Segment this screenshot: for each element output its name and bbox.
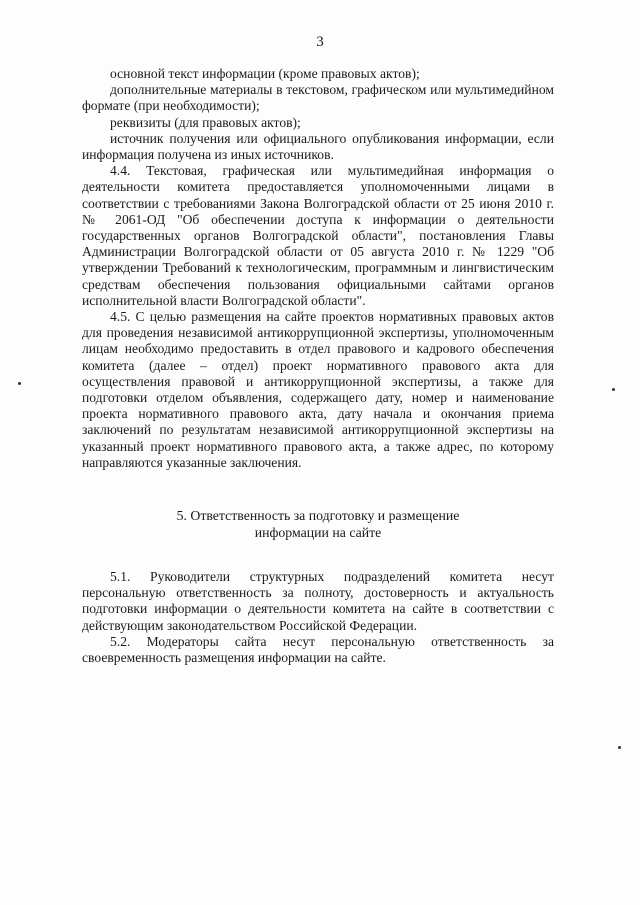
- section-5-heading-line-1: 5. Ответственность за подготовку и размещение: [176, 508, 460, 524]
- document-body: [82, 66, 554, 666]
- section-5-heading-line-2: информации на сайте: [254, 525, 382, 541]
- paragraph-additional-materials: дополнительные материалы в текстовом, графическом или мультимедийном формате (при необходимости);: [82, 82, 554, 114]
- heading-spacer: [82, 541, 554, 569]
- scan-speck: [18, 382, 21, 385]
- page-number: 3: [316, 34, 324, 50]
- paragraph-4-5: 4.5. С целью размещения на сайте проектов нормативных правовых актов для проведения независимой антикоррупционной экспертизы, уполномоченным лицам необходимо предоставить в отдел правового и кадрового обеспечения комитета (далее – отдел) проект нормативного правового акта для осуществления правовой и антикоррупционной экспертизы, а также для подготовки отделом объявления, содержащего дату, номер и наименование проекта нормативного правового акта, дату начала и окончания приема заключений по результатам независимой антикоррупционной экспертизы на указанный проект нормативного правового акта, а также адрес, по которому направляются указанные заключения.: [82, 309, 554, 470]
- paragraph-5-2: 5.2. Модераторы сайта несут персональную ответственность за своевременность размещения информации на сайте.: [82, 633, 554, 666]
- paragraph-requisites: реквизиты (для правовых актов);: [110, 114, 301, 130]
- scan-speck: [612, 388, 615, 391]
- paragraph-4-4: 4.4. Текстовая, графическая или мультимедийная информация о деятельности комитета предоставляется уполномоченными лицами в соответствии с требованиями Закона Волгоградской области от 25 июня 2010 г. № 2061-ОД "Об обеспечении доступа к информации о деятельности государственных органов Волгоградской области", постановления Главы Администрации Волгоградской области от 05 августа 2010 г. № 1229 "Об утверждении Требований к технологическим, программным и лингвистическим средствам обеспечения пользования официальными сайтами органов исполнительной власти Волгоградской области".: [82, 163, 554, 308]
- paragraph-5-1: 5.1. Руководители структурных подразделений комитета несут персональную ответственность за полноту, достоверность и актуальность подготовки информации о деятельности комитета на сайте в соответствии с действующим законодательством Российской Федерации.: [82, 569, 554, 633]
- section-spacer: [82, 471, 554, 507]
- paragraph-source: источник получения или официального опубликования информации, если информация получена из иных источников.: [82, 130, 554, 163]
- paragraph-main-text: основной текст информации (кроме правовых актов);: [110, 66, 420, 81]
- scan-speck: [618, 746, 621, 749]
